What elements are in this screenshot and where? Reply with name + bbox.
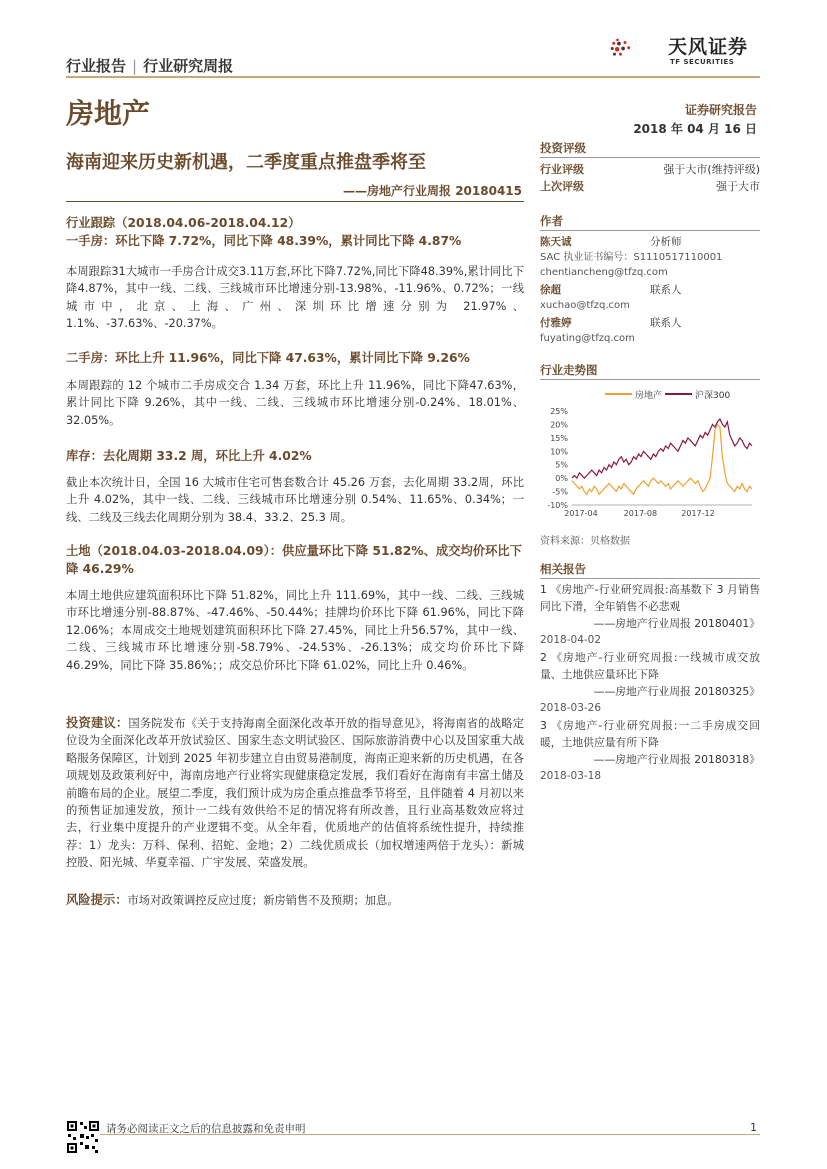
legend-label-realestate: 房地产 bbox=[635, 391, 663, 401]
x-axis bbox=[564, 509, 714, 518]
author-line bbox=[540, 235, 760, 250]
y-tick-label: 25% bbox=[550, 407, 568, 416]
advice-body: 国务院发布《关于支持海南全面深化改革开放的指导意见》，将海南省的战略定位设为全面深化改革开放试验区、国家生态文明试验区、国际旅游消费中心以及国家重大战略服务保障区，计划到 2025 年初步建立自由贸易港制度，海南正迎来新的历史机遇，在各项规划及政策利好中，海南房地产行业将实现健康稳定发展，我们看好在海南有丰富土储及前瞻布局的企业。展望二季度，我们预计成为房企重点推盘季节将至，且伴随着 4 月初以来的预售证加速发放，预计一二线有效供给不足的情况将有所改善，且行业高基数效应将过去，行业集中度提升的产业逻辑不变。从全年看，优质地产的估值将系统性提升，持续推荐：1）龙头：万科、保利、招蛇、金地；2）二线优质成长（加权增速两倍于龙头）：新城控股、阳光城、华夏幸福、广宇发展、荣盛发展。 bbox=[66, 717, 524, 870]
related-item[interactable] bbox=[540, 581, 760, 649]
related-item-title: 1 《房地产-行业研究周报:高基数下 3 月销售同比下滑，全年销售不必悲观 bbox=[540, 583, 760, 613]
footer-disclaimer[interactable]: 请务必阅读正文之后的信息披露和免责申明 bbox=[106, 1123, 306, 1135]
trend-panel bbox=[540, 361, 760, 380]
rating-rule bbox=[540, 157, 760, 158]
land-body: 本周土地供应建筑面积环比下降 51.82%，同比上升 111.69%，其中一线、二线、三线城市环比增速分别-88.87%、-47.46%、-50.44%；挂牌均价环比下降 61.96%，同比下降 12.06%；本周成交土地规划建筑面积环比下降 27.45%，同比上升56.57%，其中一线、二线、三线城市环比增速分别-58.79%、-24.53%、-26.13%；成交均价环比下降 46.29%，同比下降 35.86%；；成交总价环比下降 61.02%，同比上升 0.46%。 bbox=[66, 589, 524, 672]
y-tick-label: -10% bbox=[547, 501, 568, 510]
chart-source: 资料来源：贝格数据 bbox=[540, 536, 630, 547]
trend-chart bbox=[540, 383, 760, 523]
series-line-realestate bbox=[572, 424, 752, 494]
rating-value: 强于大市(维持评级) bbox=[663, 163, 760, 176]
industry-title: 房地产 bbox=[66, 97, 151, 130]
risk-label: 风险提示： bbox=[66, 893, 128, 907]
tracking-heading: 行业跟踪（2018.04.06-2018.04.12） bbox=[66, 216, 301, 230]
risk-section bbox=[66, 892, 524, 909]
author-email[interactable]: chentiancheng@tfzq.com bbox=[540, 267, 668, 278]
author-line bbox=[540, 316, 760, 331]
logo-dot bbox=[627, 46, 630, 49]
title-rule bbox=[66, 201, 524, 202]
second-home-paragraph bbox=[66, 377, 524, 429]
report-label: 证券研究报告 bbox=[684, 103, 757, 117]
risk-paragraph bbox=[66, 892, 524, 909]
advice-paragraph bbox=[66, 715, 524, 872]
x-tick-label: 2017-08 bbox=[623, 509, 658, 518]
y-tick-label: 5% bbox=[555, 460, 568, 470]
related-item-source: ——房地产行业周报 20180401》 bbox=[593, 617, 760, 630]
legend-label-hs300: 沪深300 bbox=[695, 391, 731, 401]
author-sac: SAC 执业证书编号：S1110517110001 bbox=[540, 252, 723, 263]
y-tick-label: 20% bbox=[550, 420, 568, 430]
prev-rating-label: 上次评级 bbox=[540, 180, 584, 193]
related-item-source: ——房地产行业周报 20180325》 bbox=[593, 685, 760, 698]
y-tick-label: 0% bbox=[555, 474, 568, 484]
report-type bbox=[66, 55, 233, 76]
advice-label: 投资建议： bbox=[66, 716, 129, 730]
logo-dot bbox=[623, 41, 626, 44]
page-number: 1 bbox=[750, 1121, 757, 1134]
tracking-section bbox=[66, 214, 524, 250]
brand-name-en: TF SECURITIES bbox=[670, 58, 735, 66]
new-home-body: 本周跟踪31大城市一手房合计成交3.11万套,环比下降7.72%,同比下降48.39%,累计同比下降4.87%，其中一线、二线、三线城市环比增速分别-13.98%、-11.96%、0.72%；一线城市中，北京、上海、广州、深圳环比增速分别为 21.97%、1.1%、-37.63%、-20.37%。 bbox=[66, 265, 524, 331]
x-tick-label: 2017-12 bbox=[681, 509, 715, 518]
author-role: 联系人 bbox=[650, 317, 682, 329]
y-tick-label: -5% bbox=[552, 487, 568, 497]
chart-legend bbox=[605, 389, 730, 401]
header-rule bbox=[66, 76, 760, 78]
land-heading: 土地（2018.04.03-2018.04.09）：供应量环比下降 51.82%、成交均价环比下降 46.29% bbox=[66, 544, 522, 576]
logo-dot bbox=[617, 42, 621, 46]
rating-label: 行业评级 bbox=[540, 163, 584, 176]
rating-heading: 投资评级 bbox=[540, 141, 586, 155]
logo-dot bbox=[621, 47, 625, 51]
author-role: 联系人 bbox=[650, 284, 682, 296]
y-tick-label: 10% bbox=[550, 447, 568, 457]
rating-panel bbox=[540, 139, 760, 195]
report-type-label: 行业报告 bbox=[66, 57, 127, 75]
related-heading: 相关报告 bbox=[540, 562, 586, 576]
land-paragraph bbox=[66, 587, 524, 674]
series-line-hs300 bbox=[572, 419, 752, 478]
second-home-heading: 二手房：环比上升 11.96%，同比下降 47.63%，累计同比下降 9.26% bbox=[66, 351, 470, 365]
related-item-title: 2 《房地产-行业研究周报:一线城市成交放量、土地供应量环比下降 bbox=[540, 651, 760, 681]
chart-series bbox=[572, 419, 752, 494]
rating-row bbox=[540, 161, 760, 178]
prev-rating-value: 强于大市 bbox=[716, 180, 760, 193]
report-date: 2018 年 04 月 16 日 bbox=[633, 122, 757, 136]
author-name: 陈天诚 bbox=[540, 236, 572, 248]
trend-rule bbox=[540, 379, 760, 380]
author-role: 分析师 bbox=[650, 236, 682, 248]
logo-dot bbox=[615, 47, 619, 51]
report-title: 海南迎来历史新机遇，二季度重点推盘季将至 bbox=[66, 152, 426, 173]
author-block bbox=[540, 283, 760, 313]
related-item-date: 2018-03-26 bbox=[540, 702, 602, 714]
author-name: 徐超 bbox=[540, 284, 561, 296]
related-item-title: 3 《房地产-行业研究周报:一二手房成交回暖，土地供应量有所下降 bbox=[540, 719, 760, 749]
prev-rating-row bbox=[540, 178, 760, 195]
related-item-date: 2018-04-02 bbox=[540, 634, 602, 646]
y-tick-label: 15% bbox=[550, 433, 568, 443]
related-item-source: ——房地产行业周报 20180318》 bbox=[593, 753, 760, 766]
author-name: 付雅婷 bbox=[540, 317, 572, 329]
inventory-paragraph bbox=[66, 474, 524, 526]
brand-logo bbox=[610, 22, 666, 72]
author-line bbox=[540, 283, 760, 298]
new-home-heading: 一手房：环比下降 7.72%，同比下降 48.39%，累计同比下降 4.87% bbox=[66, 234, 462, 248]
related-list bbox=[540, 581, 760, 785]
author-email[interactable]: fuyating@tfzq.com bbox=[540, 333, 635, 344]
related-rule bbox=[540, 578, 760, 579]
report-subtype-label: 行业研究周报 bbox=[143, 57, 234, 75]
related-panel bbox=[540, 560, 760, 785]
inventory-body: 截止本次统计日，全国 16 大城市住宅可售套数合计 45.26 万套，去化周期 33.2周，环比上升 4.02%，其中一线、二线、三线城市环比增速分别 0.54%、11.65%、0.34%；一线、二线及三线去化周期分别为 38.4、33.2、25.3 周。 bbox=[66, 476, 524, 524]
advice-section bbox=[66, 715, 524, 872]
logo-dot bbox=[616, 39, 619, 42]
second-home-section bbox=[66, 349, 524, 367]
related-item-date: 2018-03-18 bbox=[540, 770, 602, 782]
x-tick-label: 2017-04 bbox=[564, 509, 598, 518]
related-item[interactable] bbox=[540, 649, 760, 717]
risk-body: 市场对政策调控反应过度；新房销售不及预期；加息。 bbox=[127, 894, 399, 907]
authors-heading: 作者 bbox=[540, 214, 563, 228]
report-subtitle: ——房地产行业周报 20180415 bbox=[343, 184, 522, 198]
logo-dot bbox=[611, 47, 614, 50]
author-block bbox=[540, 316, 760, 346]
brand-name-cn: 天风证券 bbox=[668, 36, 749, 58]
logo-dot bbox=[613, 53, 616, 56]
related-item[interactable] bbox=[540, 717, 760, 785]
author-block bbox=[540, 235, 760, 280]
logo-dot bbox=[612, 42, 615, 45]
header-separator: | bbox=[132, 57, 138, 75]
inventory-section bbox=[66, 447, 524, 465]
qr-code-icon bbox=[66, 1120, 100, 1154]
author-email[interactable]: xuchao@tfzq.com bbox=[540, 300, 630, 311]
inventory-heading: 库存：去化周期 33.2 周，环比上升 4.02% bbox=[66, 449, 312, 463]
land-section bbox=[66, 542, 524, 578]
trend-heading: 行业走势图 bbox=[540, 363, 598, 377]
logo-dot bbox=[619, 53, 622, 56]
second-home-body: 本周跟踪的 12 个城市二手房成交合 1.34 万套，环比上升 11.96%，同比下降47.63%，累计同比下降 9.26%，其中一线、二线、三线城市环比增速分别-0.24%、18.01%、32.05%。 bbox=[66, 379, 524, 427]
authors-panel bbox=[540, 212, 760, 346]
new-home-paragraph bbox=[66, 263, 524, 333]
authors-rule bbox=[540, 230, 760, 231]
